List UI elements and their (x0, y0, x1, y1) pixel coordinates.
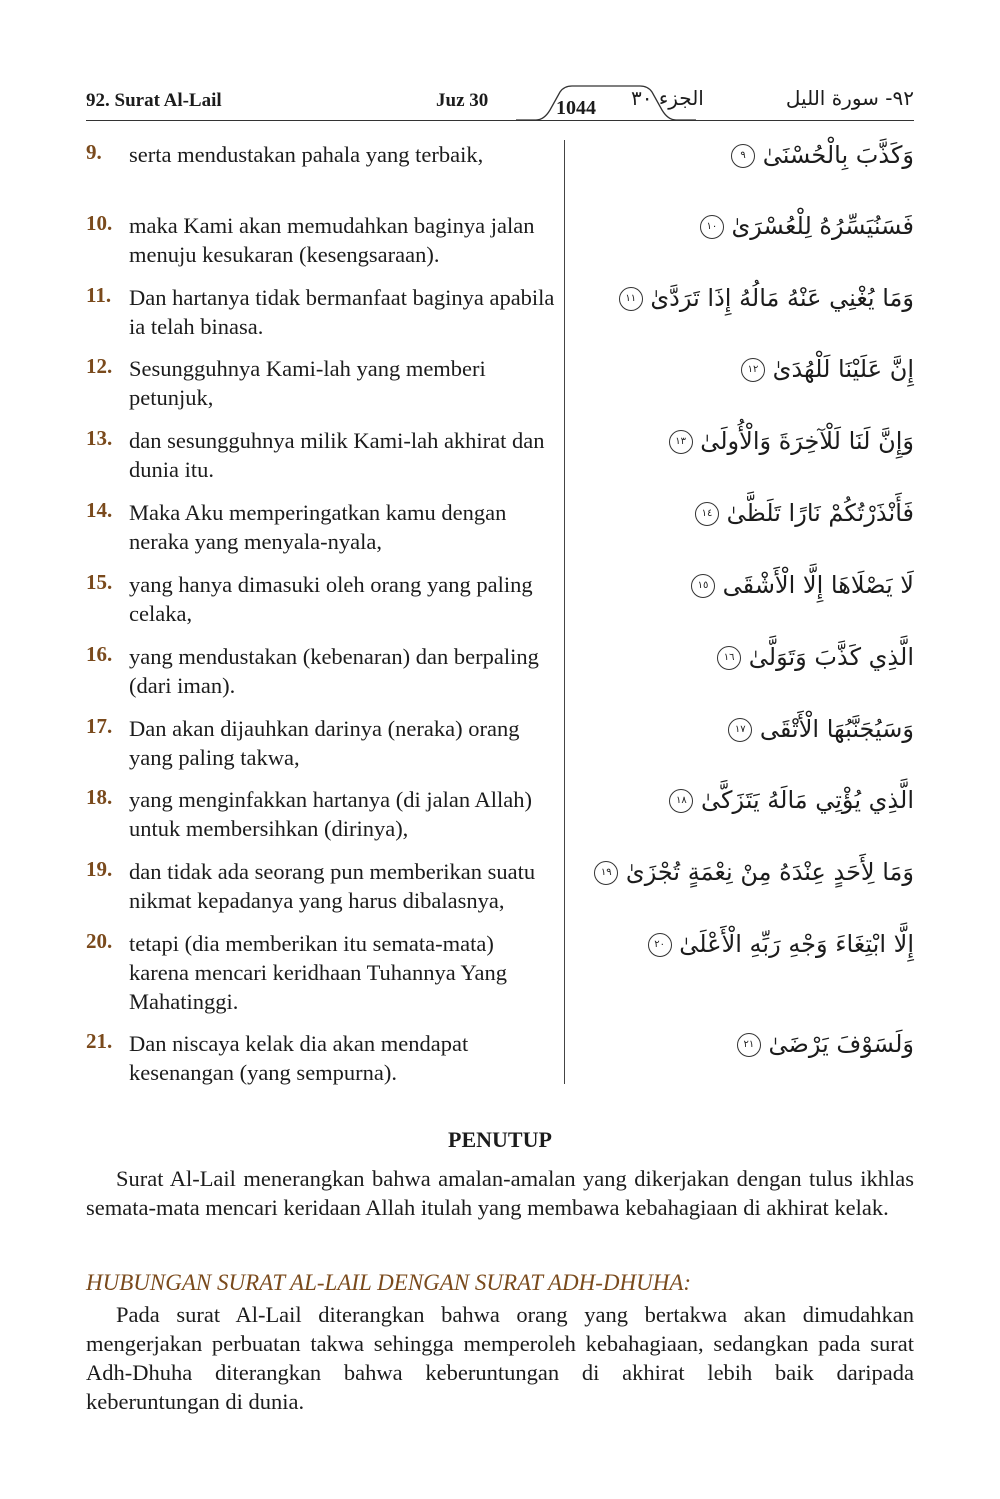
header-rule (86, 120, 914, 121)
ayah-marker: ٢٠ (648, 933, 672, 957)
ayah-marker: ٢١ (737, 1033, 761, 1057)
verse-number: 21. (86, 1029, 113, 1053)
verse-arabic (594, 640, 914, 674)
verse-translation: yang hanya dimasuki oleh orang yang paling celaka, (129, 572, 533, 626)
verse-arabic (594, 927, 914, 961)
arabic-text: إِلَّا ابْتِغَاءَ وَجْهِ رَبِّهِ الْأَعْلَىٰ (679, 930, 914, 958)
arabic-text: وَمَا لِأَحَدٍ عِنْدَهُ مِنْ نِعْمَةٍ تُجْزَىٰ (625, 858, 914, 886)
page-number: 1044 (556, 97, 596, 119)
ayah-marker: ١٤ (695, 502, 719, 526)
verse-number: 20. (86, 929, 113, 953)
verse-translation: Dan akan dijauhkan darinya (neraka) orang yang paling takwa, (129, 716, 520, 770)
relation-paragraph: Pada surat Al-Lail diterangkan bahwa orang yang bertakwa akan dimudahkan mengerjakan perbuatan takwa sehingga memperoleh kebahagiaan, sedangkan pada surat Adh-Dhuha diterangkan bahwa keberuntungan di akhirat lebih baik daripada keberuntungan di dunia. (86, 1302, 914, 1414)
arabic-text: فَسَنُيَسِّرُهُ لِلْعُسْرَىٰ (731, 212, 914, 240)
surah-title-latin: 92. Surat Al-Lail (86, 90, 222, 111)
verse-translation: dan tidak ada seorang pun memberikan suatu nikmat kepadanya yang harus dibalasnya, (129, 859, 536, 913)
verse-number: 10. (86, 211, 113, 235)
relation-heading: HUBUNGAN SURAT AL-LAIL DENGAN SURAT ADH-DHUHA: (86, 1270, 692, 1295)
verse-number: 19. (86, 857, 113, 881)
ayah-marker: ١١ (619, 287, 643, 311)
surah-title-arabic: ٩٢- سورة الليل (785, 86, 914, 110)
closing-paragraph: Surat Al-Lail menerangkan bahwa amalan-amalan yang dikerjakan dengan tulus ikhlas semata-mata mencari keridaan Allah itulah yang membawa kebahagiaan di akhirat kelak. (86, 1166, 914, 1220)
verse-arabic (594, 138, 914, 172)
verse-translation: Dan niscaya kelak dia akan mendapat kesenangan (yang sempurna). (129, 1031, 469, 1085)
verse-translation: Sesungguhnya Kami-lah yang memberi petunjuk, (129, 356, 486, 410)
verse-arabic (594, 496, 914, 530)
juz-label-arabic: الجزء ٣٠ (631, 86, 704, 110)
arabic-text: لَا يَصْلَاهَا إِلَّا الْأَشْقَى (722, 571, 914, 599)
verse-arabic (594, 209, 914, 243)
arabic-text: فَأَنْذَرْتُكُمْ نَارًا تَلَظَّىٰ (726, 499, 914, 527)
verse-translation: maka Kami akan memudahkan baginya jalan menuju kesukaran (kesengsaraan). (129, 213, 535, 267)
ayah-marker: ١٢ (741, 358, 765, 382)
verse-number: 15. (86, 570, 113, 594)
ayah-marker: ١٠ (700, 215, 724, 239)
arabic-text: وَسَيُجَنَّبُهَا الْأَتْقَى (759, 715, 914, 743)
ayah-marker: ٩ (731, 144, 755, 168)
verse-number: 13. (86, 426, 113, 450)
ayah-marker: ١٩ (594, 861, 618, 885)
arabic-text: وَلَسَوْفَ يَرْضَىٰ (768, 1030, 914, 1058)
verse-arabic (594, 568, 914, 602)
verse-arabic (594, 281, 914, 315)
verse-arabic (594, 855, 914, 889)
ayah-marker: ١٦ (717, 646, 741, 670)
verse-number: 17. (86, 714, 113, 738)
verse-translation: yang mendustakan (kebenaran) dan berpaling (dari iman). (129, 644, 539, 698)
ayah-marker: ١٧ (728, 718, 752, 742)
verse-number: 11. (86, 283, 112, 307)
closing-heading: PENUTUP (448, 1127, 552, 1152)
verse-translation: serta mendustakan pahala yang terbaik, (129, 142, 484, 167)
column-divider (564, 140, 565, 1084)
verse-translation: Maka Aku memperingatkan kamu dengan neraka yang menyala-nyala, (129, 500, 507, 554)
verse-number: 9. (86, 140, 102, 164)
verse-number: 12. (86, 354, 113, 378)
verse-arabic (594, 783, 914, 817)
juz-label-latin: Juz 30 (436, 90, 489, 111)
arabic-text: وَكَذَّبَ بِالْحُسْنَىٰ (762, 141, 914, 169)
verse-translation: Dan hartanya tidak bermanfaat baginya apabila ia telah binasa. (129, 285, 555, 339)
verse-translation: dan sesungguhnya milik Kami-lah akhirat dan dunia itu. (129, 428, 545, 482)
verse-arabic (594, 1027, 914, 1061)
verse-number: 14. (86, 498, 113, 522)
arabic-text: وَمَا يُغْنِي عَنْهُ مَالُهُ إِذَا تَرَدَّىٰ (650, 284, 914, 312)
arabic-text: وَإِنَّ لَنَا لَلْآخِرَةَ وَالْأُولَىٰ (700, 427, 914, 455)
verse-arabic (594, 712, 914, 746)
verse-arabic (594, 352, 914, 386)
ayah-marker: ١٨ (669, 789, 693, 813)
page-header (86, 84, 914, 126)
arabic-text: الَّذِي كَذَّبَ وَتَوَلَّىٰ (748, 643, 914, 671)
verse-number: 18. (86, 785, 113, 809)
ayah-marker: ١٣ (669, 430, 693, 454)
verse-number: 16. (86, 642, 113, 666)
arabic-text: إِنَّ عَلَيْنَا لَلْهُدَىٰ (772, 355, 914, 383)
verse-arabic (594, 424, 914, 458)
verse-translation: yang menginfakkan hartanya (di jalan Allah) untuk membersihkan (dirinya), (129, 787, 532, 841)
arabic-text: الَّذِي يُؤْتِي مَالَهُ يَتَزَكَّىٰ (701, 786, 914, 814)
verse-translation: tetapi (dia memberikan itu semata-mata) karena mencari keridhaan Tuhannya Yang Mahatinggi. (129, 931, 508, 1014)
ayah-marker: ١٥ (691, 574, 715, 598)
